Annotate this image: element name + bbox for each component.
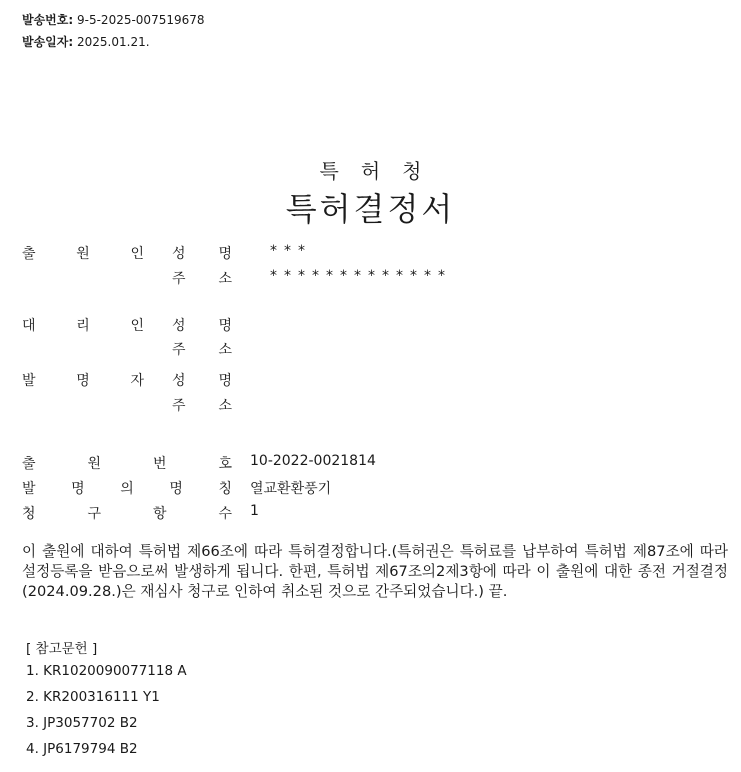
inventor-address-label: 주 소 bbox=[172, 398, 232, 414]
invention-title-label: 발 명 의 명 칭 bbox=[22, 481, 232, 497]
dispatch-number: 9-5-2025-007519678 bbox=[77, 13, 205, 27]
dispatch-date: 2025.01.21. bbox=[77, 35, 150, 49]
agent-label: 대 리 인 bbox=[22, 318, 144, 334]
inventor-label: 발 명 자 bbox=[22, 373, 144, 389]
agent-address-label: 주 소 bbox=[172, 342, 232, 358]
applicant-name: *** bbox=[270, 243, 312, 259]
decision-body-text: 이 출원에 대하여 특허법 제66조에 따라 특허결정합니다.(특허권은 특허료를 납부하여 특허법 제87조에 따라 설정등록을 받음으로써 발생하게 됩니다. 한편, 특허법 제67조의2제3항에 따라 이 출원에 대한 종전 거절결정(2024.09.28.)은 재심사 청구로 인하여 취소된 것으로 간주되었습니다.) 끝. bbox=[22, 543, 728, 600]
applicant-address: ************* bbox=[270, 268, 452, 284]
invention-title: 열교환환풍기 bbox=[250, 481, 332, 497]
applicant-address-label: 주 소 bbox=[172, 271, 232, 287]
application-number-label: 출 원 번 호 bbox=[22, 456, 232, 472]
document-title: 특허결정서 bbox=[285, 190, 456, 228]
reference-item: 1. KR1020090077118 A bbox=[26, 663, 187, 679]
dispatch-date-line bbox=[22, 33, 150, 50]
claims-count-label: 청 구 항 수 bbox=[22, 506, 232, 522]
reference-item: 2. KR200316111 Y1 bbox=[26, 689, 160, 705]
dispatch-number-label: 발송번호: bbox=[22, 13, 74, 27]
agent-name-label: 성 명 bbox=[172, 318, 232, 334]
reference-item: 3. JP3057702 B2 bbox=[26, 715, 138, 731]
dispatch-number-line bbox=[22, 11, 205, 28]
reference-item: 4. JP6179794 B2 bbox=[26, 741, 138, 757]
applicant-name-label: 성 명 bbox=[172, 246, 232, 262]
agency-name: 특허청 bbox=[319, 159, 444, 183]
inventor-name-label: 성 명 bbox=[172, 373, 232, 389]
references-heading: [ 참고문헌 ] bbox=[26, 641, 98, 657]
applicant-label: 출 원 인 bbox=[22, 246, 144, 262]
dispatch-date-label: 발송일자: bbox=[22, 35, 74, 49]
claims-count: 1 bbox=[250, 503, 259, 519]
application-number: 10-2022-0021814 bbox=[250, 453, 376, 469]
